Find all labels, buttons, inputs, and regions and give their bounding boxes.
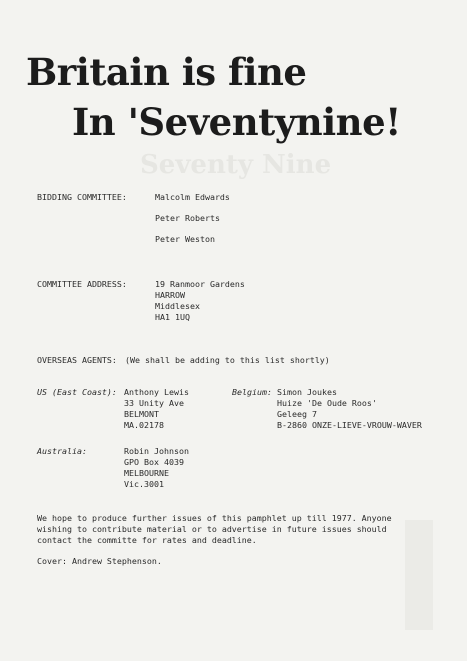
australia-agent-label: Australia:: [37, 446, 87, 456]
show-through-block: [405, 520, 433, 630]
bidding-name: Peter Roberts: [155, 213, 220, 223]
belgium-agent-line: Huize 'De Oude Roos': [277, 398, 377, 408]
us-agent-line: 33 Unity Ave: [124, 398, 184, 408]
bidding-name: Peter Weston: [155, 234, 215, 244]
address-line: 19 Ranmoor Gardens: [155, 279, 245, 289]
belgium-agent-line: B-2860 ONZE-LIEVE-VROUW-WAVER: [277, 420, 422, 430]
footer-line: wishing to contribute material or to advertise in future issues should: [37, 524, 387, 534]
address-label: COMMITTEE ADDRESS:: [37, 279, 127, 289]
belgium-agent-label: Belgium:: [232, 387, 272, 397]
australia-agent-line: Vic.3001: [124, 479, 164, 489]
address-line: Middlesex: [155, 301, 200, 311]
overseas-label: OVERSEAS AGENTS:: [37, 355, 117, 365]
show-through-text: Seventy Nine: [140, 150, 332, 180]
australia-agent-line: Robin Johnson: [124, 446, 189, 456]
belgium-agent-line: Simon Joukes: [277, 387, 337, 397]
footer-line: contact the committe for rates and deadline.: [37, 535, 257, 545]
footer-line: We hope to produce further issues of this pamphlet up till 1977. Anyone: [37, 513, 392, 523]
overseas-note: (We shall be adding to this list shortly): [125, 355, 330, 365]
us-agent-line: Anthony Lewis: [124, 387, 189, 397]
address-line: HA1 1UQ: [155, 312, 190, 322]
australia-agent-line: MELBOURNE: [124, 468, 169, 478]
address-line: HARROW: [155, 290, 185, 300]
belgium-agent-line: Geleeg 7: [277, 409, 317, 419]
us-agent-line: BELMONT: [124, 409, 159, 419]
australia-agent-line: GPO Box 4039: [124, 457, 184, 467]
us-agent-line: MA.02178: [124, 420, 164, 430]
us-agent-label: US (East Coast):: [37, 387, 117, 397]
cover-credit: Cover: Andrew Stephenson.: [37, 556, 162, 566]
title-line-2: In 'Seventynine!: [72, 100, 401, 144]
title-line-1: Britain is fine: [26, 50, 307, 94]
bidding-label: BIDDING COMMITTEE:: [37, 192, 127, 202]
bidding-name: Malcolm Edwards: [155, 192, 230, 202]
